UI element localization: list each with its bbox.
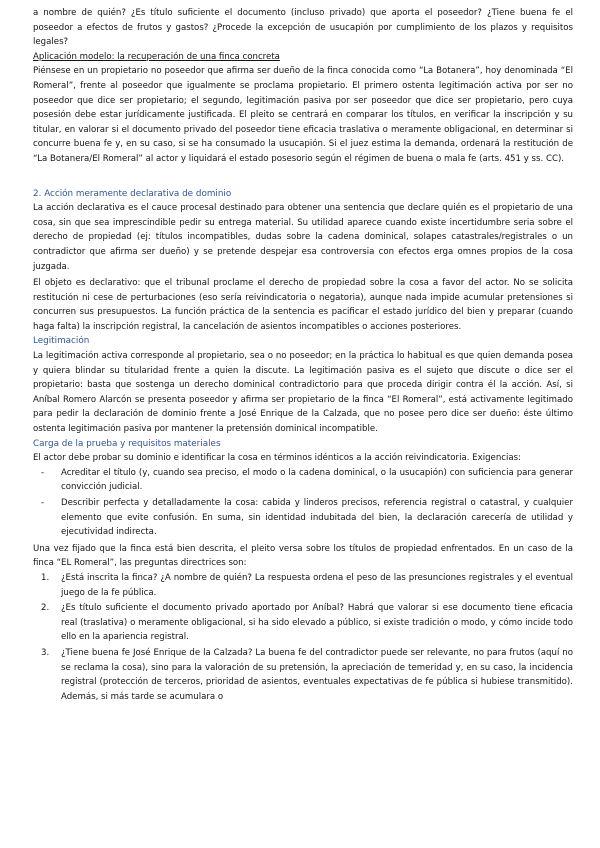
declarativa-paragraph-2: El objeto es declarativo: que el tribunal proclame el derecho de propiedad sobre la cosa a favor del actor. No se solicita restitución ni cese de perturbaciones (eso sería reivindicatoria o negatoria), aunque nada impide acumular pretensiones si concurren sus presupuestos. La función práctica de la sentencia es pacificar el estado jurídico del bien y preparar (cuando haga falta) la inscripción registral, la cancelación de asientos incompatibles o acciones posteriores. (33, 278, 573, 332)
list-number: 3. (41, 647, 50, 658)
guiding-questions-list (33, 571, 573, 704)
section-2-heading: 2. Acción meramente declarativa de dominio (33, 188, 232, 199)
list-item-text: ¿Es título suficiente el documento privado aportado por Aníbal? Habrá que valorar si ese documento tiene eficacia real (traslativa) o meramente obligacional, si ha sido elevado a público, si existe tradición o modo, y cómo incide todo ello en la apariencia registral. (61, 603, 573, 643)
legitimacion-heading: Legitimación (33, 336, 90, 347)
legitimacion-paragraph: La legitimación activa corresponde al propietario, sea o no poseedor; en la práctica lo habitual es que quien demanda posea y quiera blindar su titularidad frente a quien la discute. La legitimación pasiva es el sujeto que discute o dice ser el propietario: basta que sostenga un derecho dominical contradictorio para que proceda dirigir contra él la acción. Así, si Aníbal Romero Alarcón se presenta poseedor y afirma ser propietario de la finca “El Romeral”, está activamente legitimado para pedir la declaración de dominio frente a José Enrique de la Calzada, que no posee pero dice ser dueño: éste último ostenta legitimación pasiva por mantener la pretensión dominical incompatible. (33, 351, 573, 435)
list-item (41, 571, 573, 600)
carga-intro: El actor debe probar su dominio e identificar la cosa en términos idénticos a la acción reivindicatoria. Exigencias: (33, 453, 522, 464)
bullet-dash: - (41, 467, 45, 478)
after-list-paragraph: Una vez fijado que la finca está bien descrita, el pleito versa sobre los títulos de propiedad enfrentados. En un caso de la finca “EL Romeral”, las preguntas directrices son: (33, 543, 573, 569)
continuation-paragraph: a nombre de quién? ¿Es título suficiente el documento (incluso privado) que aporta el poseedor? ¿Tiene buena fe el poseedor a efectos de frutos y gastos? ¿Procede la excepción de usucapión por cumplimiento de los plazos y requisitos legales? (33, 8, 573, 48)
list-item-text: ¿Está inscrita la finca? ¿A nombre de quién? La respuesta ordena el peso de las presunciones registrales y el eventual juego de la fe pública. (61, 572, 573, 598)
list-item (41, 496, 573, 540)
list-item-text: ¿Tiene buena fe José Enrique de la Calzada? La buena fe del contradictor puede ser relevante, no para frutos (aquí no se reclama la cosa), sino para la valoración de su pretensión, la apreciación de temeridad y, en su caso, la incidencia registral (protección de terceros, prioridad de asientos, eventuales expectativas de fe pública si hubiese transmitido). Además, si más tarde se acumulara o (61, 647, 573, 702)
declarativa-paragraph-1: La acción declarativa es el cauce procesal destinado para obtener una sentencia que declare quién es el propietario de una cosa, sin que sea imprescindible pedir su entrega material. Su utilidad aparece cuando existe incertidumbre seria sobre el derecho de propiedad (ej: títulos incompatibles, dudas sobre la cadena dominical, solapes catastrales/registrales o un contradictor que afirma ser dueño) y se pretende despejar esa controversia con efectos erga omnes propios de la cosa juzgada. (33, 203, 573, 272)
list-number: 1. (41, 572, 50, 583)
example-heading: Aplicación modelo: la recuperación de una finca concreta (33, 51, 280, 62)
bullet-dash: - (41, 498, 45, 508)
list-item-text: Acreditar el título (y, cuando sea preciso, el modo o la cadena dominical, o la usucapión) con suficiencia para generar convicción judicial. (61, 467, 573, 493)
example-paragraph: Piénsese en un propietario no poseedor que afirma ser dueño de la finca conocida como “La Botanera”, hoy denominada “El Romeral”, frente al poseedor que igualmente se proclama propietario. El primero ostenta legitimación activa por ser no poseedor que dice ser propietario; el segundo, legitimación pasiva por ser poseedor que dice ser propietario, pero cuya posesión debe estar jurídicamente justificada. El pleito se centrará en comparar los títulos, en verificar la inscripción y su titular, en valorar si el documento privado del poseedor tiene eficacia traslativa o meramente obligacional, en determinar si concurre buena fe y, en su caso, si se ha consumado la usucapión. Si el juez estima la demanda, ordenará la restitución de “La Botanera/El Romeral” al actor y liquidará el estado posesorio según el régimen de buena o mala fe (arts. 451 y ss. CC). (33, 66, 573, 164)
requirements-list (33, 466, 573, 540)
list-item (41, 601, 573, 645)
carga-heading: Carga de la prueba y requisitos materiales (33, 438, 221, 449)
list-item (41, 466, 573, 495)
list-item (41, 646, 573, 704)
document-page (33, 6, 573, 705)
list-item-text: Describir perfecta y detalladamente la cosa: cabida y linderos precisos, referencia registral o catastral, y cualquier elemento que evite confusión. En suma, sin identidad indubitada del bien, la declaración carecería de utilidad y ejecutividad indirecta. (61, 498, 573, 538)
list-number: 2. (41, 603, 50, 614)
